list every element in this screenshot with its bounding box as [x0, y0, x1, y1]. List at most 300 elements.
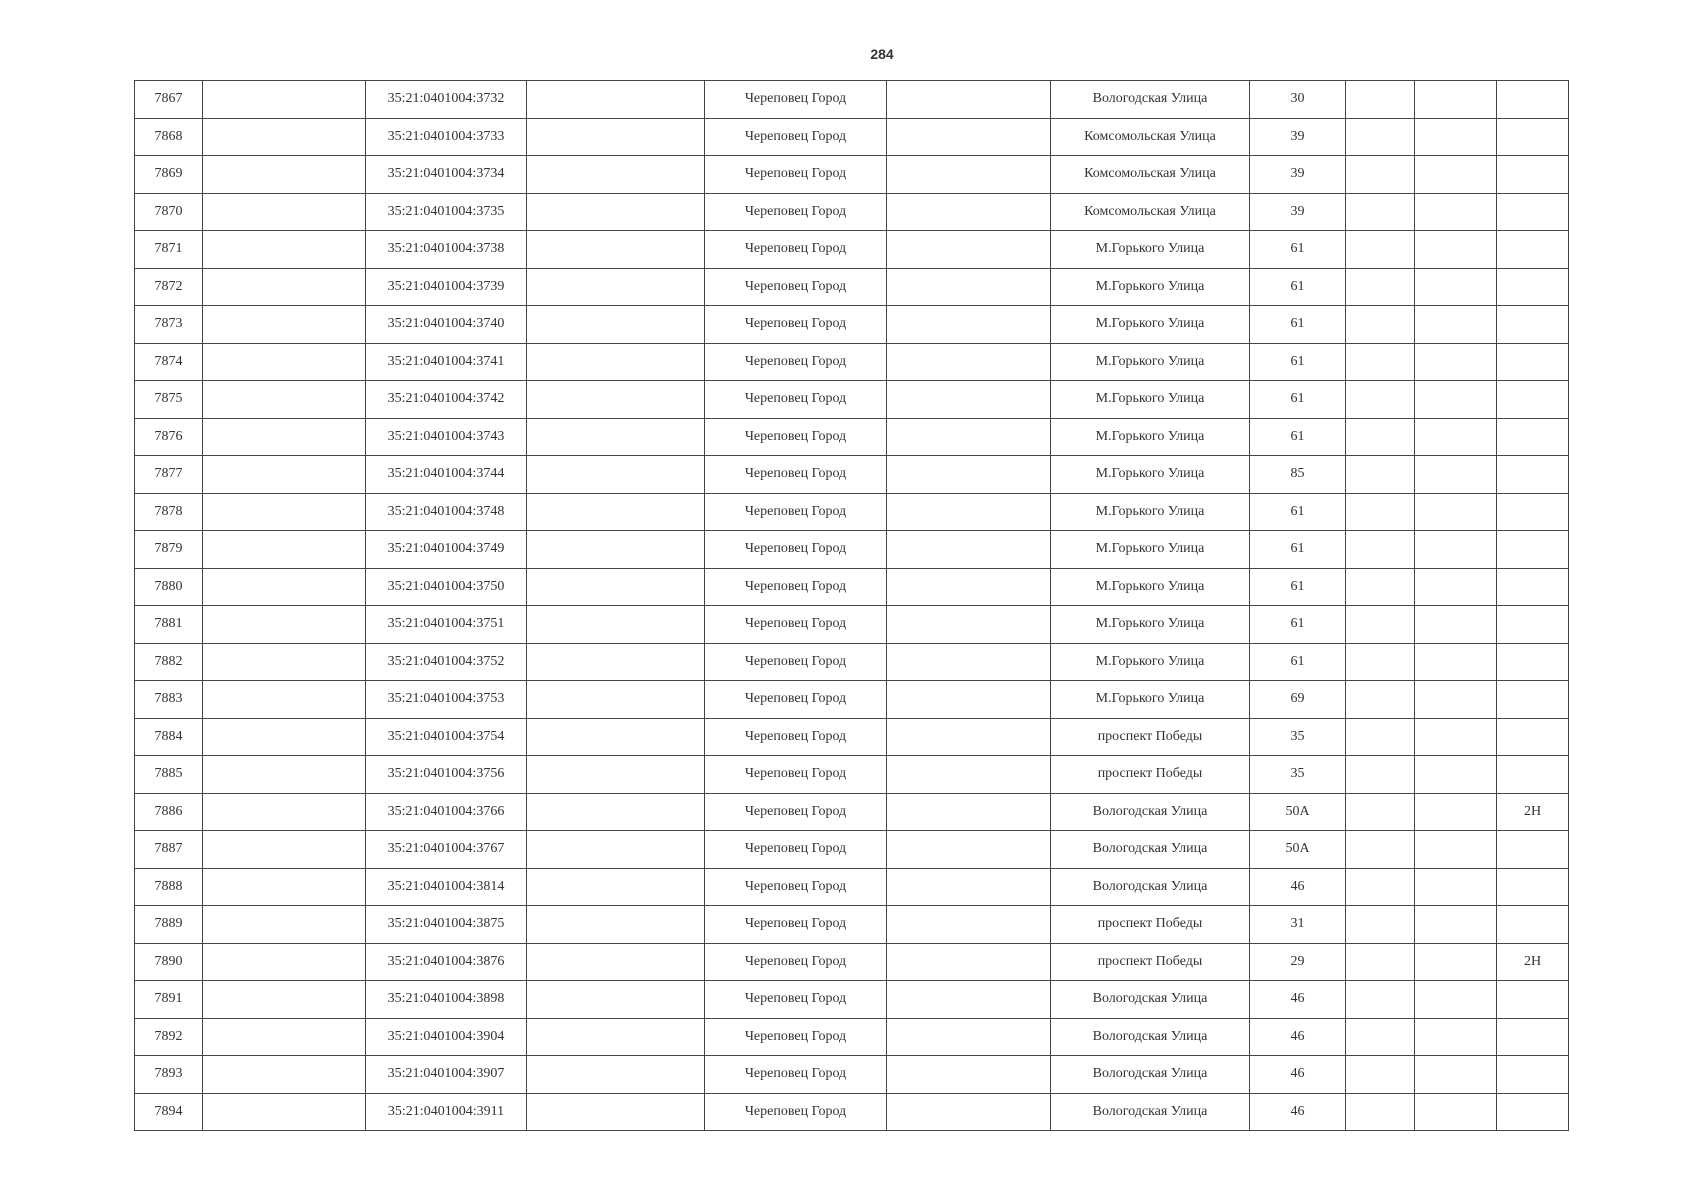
street-cell: Вологодская Улица	[1051, 981, 1250, 1019]
cadastral-number-cell: 35:21:0401004:3734	[366, 156, 527, 194]
table-row	[135, 981, 1569, 1019]
premises-cell	[1497, 418, 1569, 456]
street-cell: Комсомольская Улица	[1051, 118, 1250, 156]
empty-cell	[203, 1018, 366, 1056]
street-cell: М.Горького Улица	[1051, 568, 1250, 606]
empty-cell	[887, 868, 1051, 906]
empty-cell	[1346, 943, 1415, 981]
city-cell: Череповец Город	[705, 681, 887, 719]
empty-cell	[1415, 418, 1497, 456]
empty-cell	[1346, 1093, 1415, 1131]
street-cell: М.Горького Улица	[1051, 681, 1250, 719]
empty-cell	[527, 381, 705, 419]
street-cell: М.Горького Улица	[1051, 606, 1250, 644]
empty-cell	[527, 756, 705, 794]
row-number-cell: 7877	[135, 456, 203, 494]
empty-cell	[887, 531, 1051, 569]
empty-cell	[1346, 793, 1415, 831]
city-cell: Череповец Город	[705, 1093, 887, 1131]
empty-cell	[887, 381, 1051, 419]
table-row	[135, 606, 1569, 644]
empty-cell	[203, 381, 366, 419]
house-number-cell: 30	[1250, 81, 1346, 119]
street-cell: проспект Победы	[1051, 756, 1250, 794]
city-cell: Череповец Город	[705, 306, 887, 344]
empty-cell	[527, 906, 705, 944]
city-cell: Череповец Город	[705, 381, 887, 419]
row-number-cell: 7875	[135, 381, 203, 419]
empty-cell	[887, 718, 1051, 756]
city-cell: Череповец Город	[705, 81, 887, 119]
empty-cell	[1415, 456, 1497, 494]
table-row	[135, 568, 1569, 606]
empty-cell	[1415, 568, 1497, 606]
table-row	[135, 756, 1569, 794]
street-cell: М.Горького Улица	[1051, 268, 1250, 306]
house-number-cell: 46	[1250, 1018, 1346, 1056]
row-number-cell: 7890	[135, 943, 203, 981]
empty-cell	[1415, 118, 1497, 156]
table-row	[135, 718, 1569, 756]
premises-cell	[1497, 268, 1569, 306]
street-cell: Вологодская Улица	[1051, 1056, 1250, 1094]
empty-cell	[203, 606, 366, 644]
registry-body	[135, 81, 1569, 1131]
empty-cell	[527, 343, 705, 381]
table-row	[135, 643, 1569, 681]
table-row	[135, 793, 1569, 831]
empty-cell	[1415, 306, 1497, 344]
table-row	[135, 381, 1569, 419]
street-cell: М.Горького Улица	[1051, 343, 1250, 381]
cadastral-number-cell: 35:21:0401004:3752	[366, 643, 527, 681]
empty-cell	[1346, 306, 1415, 344]
empty-cell	[887, 756, 1051, 794]
cadastral-number-cell: 35:21:0401004:3750	[366, 568, 527, 606]
city-cell: Череповец Город	[705, 981, 887, 1019]
empty-cell	[527, 156, 705, 194]
house-number-cell: 61	[1250, 343, 1346, 381]
empty-cell	[887, 493, 1051, 531]
empty-cell	[1346, 681, 1415, 719]
cadastral-number-cell: 35:21:0401004:3814	[366, 868, 527, 906]
house-number-cell: 39	[1250, 156, 1346, 194]
table-row	[135, 493, 1569, 531]
premises-cell	[1497, 456, 1569, 494]
empty-cell	[1346, 1018, 1415, 1056]
empty-cell	[887, 606, 1051, 644]
empty-cell	[887, 118, 1051, 156]
table-row	[135, 193, 1569, 231]
cadastral-number-cell: 35:21:0401004:3733	[366, 118, 527, 156]
cadastral-number-cell: 35:21:0401004:3739	[366, 268, 527, 306]
empty-cell	[527, 456, 705, 494]
registry-table	[134, 80, 1569, 1131]
city-cell: Череповец Город	[705, 906, 887, 944]
table-row	[135, 1018, 1569, 1056]
empty-cell	[1415, 81, 1497, 119]
empty-cell	[203, 81, 366, 119]
empty-cell	[1415, 756, 1497, 794]
city-cell: Череповец Город	[705, 643, 887, 681]
empty-cell	[203, 1056, 366, 1094]
empty-cell	[527, 1056, 705, 1094]
premises-cell	[1497, 981, 1569, 1019]
empty-cell	[203, 268, 366, 306]
cadastral-number-cell: 35:21:0401004:3740	[366, 306, 527, 344]
cadastral-number-cell: 35:21:0401004:3738	[366, 231, 527, 269]
empty-cell	[887, 81, 1051, 119]
empty-cell	[1346, 1056, 1415, 1094]
row-number-cell: 7874	[135, 343, 203, 381]
table-row	[135, 1093, 1569, 1131]
row-number-cell: 7871	[135, 231, 203, 269]
city-cell: Череповец Город	[705, 756, 887, 794]
empty-cell	[1346, 268, 1415, 306]
table-row	[135, 268, 1569, 306]
empty-cell	[887, 343, 1051, 381]
cadastral-number-cell: 35:21:0401004:3753	[366, 681, 527, 719]
house-number-cell: 85	[1250, 456, 1346, 494]
premises-cell	[1497, 606, 1569, 644]
empty-cell	[203, 118, 366, 156]
empty-cell	[1415, 493, 1497, 531]
city-cell: Череповец Город	[705, 831, 887, 869]
empty-cell	[1346, 981, 1415, 1019]
empty-cell	[1415, 531, 1497, 569]
row-number-cell: 7888	[135, 868, 203, 906]
empty-cell	[887, 156, 1051, 194]
premises-cell	[1497, 306, 1569, 344]
city-cell: Череповец Город	[705, 1056, 887, 1094]
empty-cell	[203, 793, 366, 831]
city-cell: Череповец Город	[705, 268, 887, 306]
empty-cell	[527, 268, 705, 306]
empty-cell	[887, 231, 1051, 269]
house-number-cell: 50А	[1250, 793, 1346, 831]
empty-cell	[527, 943, 705, 981]
street-cell: проспект Победы	[1051, 906, 1250, 944]
empty-cell	[1415, 718, 1497, 756]
row-number-cell: 7873	[135, 306, 203, 344]
premises-cell	[1497, 906, 1569, 944]
empty-cell	[203, 981, 366, 1019]
street-cell: М.Горького Улица	[1051, 418, 1250, 456]
empty-cell	[1346, 831, 1415, 869]
empty-cell	[887, 681, 1051, 719]
empty-cell	[1346, 231, 1415, 269]
city-cell: Череповец Город	[705, 531, 887, 569]
empty-cell	[1346, 456, 1415, 494]
empty-cell	[203, 681, 366, 719]
empty-cell	[203, 943, 366, 981]
empty-cell	[887, 906, 1051, 944]
empty-cell	[527, 681, 705, 719]
house-number-cell: 29	[1250, 943, 1346, 981]
row-number-cell: 7886	[135, 793, 203, 831]
street-cell: Вологодская Улица	[1051, 1093, 1250, 1131]
house-number-cell: 61	[1250, 381, 1346, 419]
house-number-cell: 39	[1250, 118, 1346, 156]
row-number-cell: 7887	[135, 831, 203, 869]
street-cell: Комсомольская Улица	[1051, 156, 1250, 194]
premises-cell	[1497, 831, 1569, 869]
empty-cell	[203, 718, 366, 756]
house-number-cell: 46	[1250, 981, 1346, 1019]
cadastral-number-cell: 35:21:0401004:3742	[366, 381, 527, 419]
empty-cell	[203, 756, 366, 794]
house-number-cell: 61	[1250, 306, 1346, 344]
table-row	[135, 81, 1569, 119]
empty-cell	[1415, 943, 1497, 981]
premises-cell	[1497, 681, 1569, 719]
house-number-cell: 46	[1250, 868, 1346, 906]
empty-cell	[887, 456, 1051, 494]
empty-cell	[1415, 681, 1497, 719]
city-cell: Череповец Город	[705, 118, 887, 156]
row-number-cell: 7867	[135, 81, 203, 119]
empty-cell	[527, 193, 705, 231]
empty-cell	[887, 981, 1051, 1019]
empty-cell	[1346, 418, 1415, 456]
street-cell: Вологодская Улица	[1051, 868, 1250, 906]
empty-cell	[887, 793, 1051, 831]
row-number-cell: 7868	[135, 118, 203, 156]
empty-cell	[1415, 1093, 1497, 1131]
street-cell: Вологодская Улица	[1051, 793, 1250, 831]
row-number-cell: 7881	[135, 606, 203, 644]
cadastral-number-cell: 35:21:0401004:3735	[366, 193, 527, 231]
empty-cell	[1415, 1018, 1497, 1056]
empty-cell	[527, 1018, 705, 1056]
street-cell: проспект Победы	[1051, 718, 1250, 756]
empty-cell	[887, 306, 1051, 344]
city-cell: Череповец Город	[705, 1018, 887, 1056]
house-number-cell: 69	[1250, 681, 1346, 719]
premises-cell	[1497, 868, 1569, 906]
empty-cell	[887, 943, 1051, 981]
street-cell: Вологодская Улица	[1051, 81, 1250, 119]
row-number-cell: 7870	[135, 193, 203, 231]
house-number-cell: 31	[1250, 906, 1346, 944]
premises-cell	[1497, 81, 1569, 119]
cadastral-number-cell: 35:21:0401004:3898	[366, 981, 527, 1019]
empty-cell	[1415, 343, 1497, 381]
premises-cell	[1497, 1056, 1569, 1094]
house-number-cell: 46	[1250, 1093, 1346, 1131]
street-cell: М.Горького Улица	[1051, 531, 1250, 569]
premises-cell	[1497, 493, 1569, 531]
table-row	[135, 906, 1569, 944]
empty-cell	[527, 493, 705, 531]
row-number-cell: 7893	[135, 1056, 203, 1094]
premises-cell	[1497, 381, 1569, 419]
premises-cell	[1497, 156, 1569, 194]
house-number-cell: 61	[1250, 493, 1346, 531]
empty-cell	[1346, 343, 1415, 381]
empty-cell	[203, 306, 366, 344]
city-cell: Череповец Город	[705, 493, 887, 531]
empty-cell	[887, 193, 1051, 231]
street-cell: М.Горького Улица	[1051, 456, 1250, 494]
empty-cell	[527, 306, 705, 344]
row-number-cell: 7892	[135, 1018, 203, 1056]
empty-cell	[527, 1093, 705, 1131]
table-row	[135, 456, 1569, 494]
empty-cell	[1415, 793, 1497, 831]
empty-cell	[1346, 193, 1415, 231]
street-cell: М.Горького Улица	[1051, 493, 1250, 531]
empty-cell	[203, 343, 366, 381]
house-number-cell: 35	[1250, 718, 1346, 756]
cadastral-number-cell: 35:21:0401004:3904	[366, 1018, 527, 1056]
city-cell: Череповец Город	[705, 718, 887, 756]
table-row	[135, 681, 1569, 719]
empty-cell	[203, 906, 366, 944]
cadastral-number-cell: 35:21:0401004:3741	[366, 343, 527, 381]
empty-cell	[887, 268, 1051, 306]
empty-cell	[1346, 531, 1415, 569]
table-row	[135, 531, 1569, 569]
city-cell: Череповец Город	[705, 156, 887, 194]
empty-cell	[203, 231, 366, 269]
empty-cell	[203, 568, 366, 606]
empty-cell	[527, 531, 705, 569]
empty-cell	[1415, 606, 1497, 644]
empty-cell	[203, 831, 366, 869]
empty-cell	[527, 643, 705, 681]
empty-cell	[203, 193, 366, 231]
table-row	[135, 118, 1569, 156]
table-row	[135, 231, 1569, 269]
street-cell: проспект Победы	[1051, 943, 1250, 981]
premises-cell	[1497, 231, 1569, 269]
premises-cell	[1497, 531, 1569, 569]
table-row	[135, 343, 1569, 381]
table-row	[135, 418, 1569, 456]
empty-cell	[527, 831, 705, 869]
cadastral-number-cell: 35:21:0401004:3743	[366, 418, 527, 456]
row-number-cell: 7878	[135, 493, 203, 531]
empty-cell	[1346, 906, 1415, 944]
house-number-cell: 61	[1250, 418, 1346, 456]
street-cell: М.Горького Улица	[1051, 231, 1250, 269]
premises-cell	[1497, 1018, 1569, 1056]
empty-cell	[203, 418, 366, 456]
city-cell: Череповец Город	[705, 193, 887, 231]
premises-cell	[1497, 718, 1569, 756]
cadastral-number-cell: 35:21:0401004:3748	[366, 493, 527, 531]
empty-cell	[203, 156, 366, 194]
empty-cell	[1346, 568, 1415, 606]
row-number-cell: 7880	[135, 568, 203, 606]
row-number-cell: 7879	[135, 531, 203, 569]
row-number-cell: 7891	[135, 981, 203, 1019]
city-cell: Череповец Город	[705, 868, 887, 906]
empty-cell	[527, 793, 705, 831]
empty-cell	[527, 568, 705, 606]
empty-cell	[887, 1018, 1051, 1056]
house-number-cell: 61	[1250, 606, 1346, 644]
empty-cell	[527, 868, 705, 906]
empty-cell	[1346, 718, 1415, 756]
city-cell: Череповец Город	[705, 418, 887, 456]
city-cell: Череповец Город	[705, 943, 887, 981]
row-number-cell: 7883	[135, 681, 203, 719]
street-cell: Вологодская Улица	[1051, 1018, 1250, 1056]
empty-cell	[527, 418, 705, 456]
city-cell: Череповец Город	[705, 343, 887, 381]
premises-cell	[1497, 1093, 1569, 1131]
house-number-cell: 35	[1250, 756, 1346, 794]
house-number-cell: 46	[1250, 1056, 1346, 1094]
row-number-cell: 7894	[135, 1093, 203, 1131]
cadastral-number-cell: 35:21:0401004:3767	[366, 831, 527, 869]
empty-cell	[203, 456, 366, 494]
empty-cell	[1415, 643, 1497, 681]
city-cell: Череповец Город	[705, 456, 887, 494]
street-cell: Вологодская Улица	[1051, 831, 1250, 869]
house-number-cell: 61	[1250, 268, 1346, 306]
city-cell: Череповец Город	[705, 606, 887, 644]
row-number-cell: 7876	[135, 418, 203, 456]
table-row	[135, 943, 1569, 981]
cadastral-number-cell: 35:21:0401004:3756	[366, 756, 527, 794]
premises-cell	[1497, 756, 1569, 794]
empty-cell	[887, 568, 1051, 606]
street-cell: Комсомольская Улица	[1051, 193, 1250, 231]
empty-cell	[887, 1093, 1051, 1131]
empty-cell	[1346, 756, 1415, 794]
empty-cell	[887, 418, 1051, 456]
empty-cell	[1415, 868, 1497, 906]
street-cell: М.Горького Улица	[1051, 643, 1250, 681]
premises-cell	[1497, 643, 1569, 681]
empty-cell	[1415, 193, 1497, 231]
empty-cell	[1415, 981, 1497, 1019]
premises-cell: 2Н	[1497, 943, 1569, 981]
empty-cell	[1415, 156, 1497, 194]
empty-cell	[887, 831, 1051, 869]
street-cell: М.Горького Улица	[1051, 381, 1250, 419]
cadastral-number-cell: 35:21:0401004:3766	[366, 793, 527, 831]
street-cell: М.Горького Улица	[1051, 306, 1250, 344]
empty-cell	[527, 981, 705, 1019]
cadastral-number-cell: 35:21:0401004:3876	[366, 943, 527, 981]
empty-cell	[1415, 381, 1497, 419]
city-cell: Череповец Город	[705, 568, 887, 606]
house-number-cell: 61	[1250, 643, 1346, 681]
empty-cell	[1346, 643, 1415, 681]
cadastral-number-cell: 35:21:0401004:3754	[366, 718, 527, 756]
premises-cell	[1497, 118, 1569, 156]
empty-cell	[887, 643, 1051, 681]
house-number-cell: 50А	[1250, 831, 1346, 869]
row-number-cell: 7884	[135, 718, 203, 756]
cadastral-number-cell: 35:21:0401004:3749	[366, 531, 527, 569]
empty-cell	[1346, 118, 1415, 156]
empty-cell	[887, 1056, 1051, 1094]
row-number-cell: 7882	[135, 643, 203, 681]
cadastral-number-cell: 35:21:0401004:3875	[366, 906, 527, 944]
empty-cell	[1415, 1056, 1497, 1094]
empty-cell	[203, 531, 366, 569]
empty-cell	[527, 118, 705, 156]
row-number-cell: 7885	[135, 756, 203, 794]
premises-cell	[1497, 343, 1569, 381]
cadastral-number-cell: 35:21:0401004:3751	[366, 606, 527, 644]
row-number-cell: 7889	[135, 906, 203, 944]
